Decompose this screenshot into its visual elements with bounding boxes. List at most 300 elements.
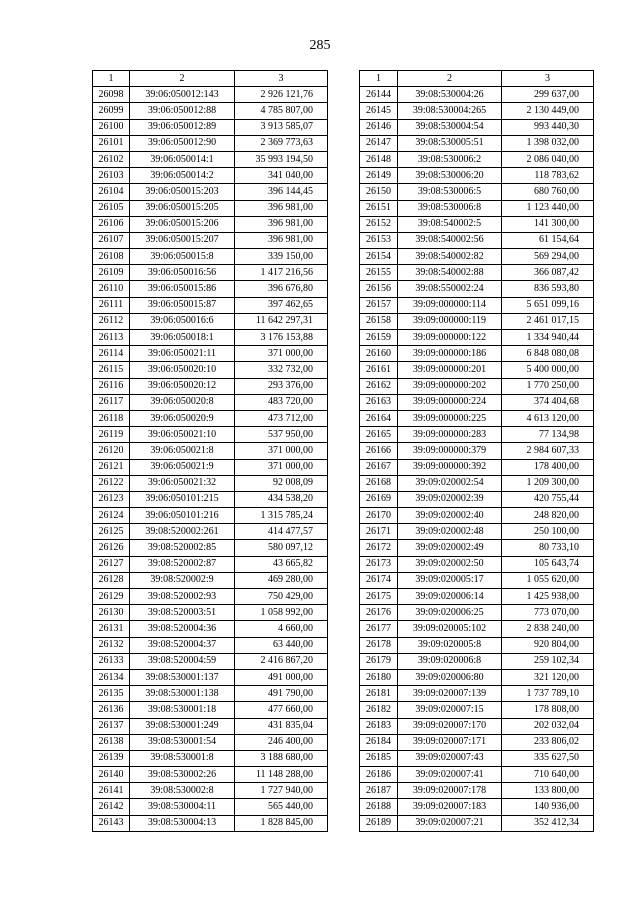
row-number-cell: 26098 bbox=[93, 87, 130, 103]
cadastral-number-cell: 39:06:050101:216 bbox=[130, 508, 235, 524]
table-row bbox=[93, 427, 328, 443]
row-number-cell: 26107 bbox=[93, 232, 130, 248]
table-row bbox=[360, 718, 594, 734]
table-row bbox=[93, 799, 328, 815]
table-row bbox=[360, 427, 594, 443]
table-row bbox=[360, 524, 594, 540]
table-row bbox=[93, 815, 328, 831]
cadastral-number-cell: 39:08:520004:36 bbox=[130, 621, 235, 637]
column-header-3: 3 bbox=[502, 71, 594, 87]
row-number-cell: 26108 bbox=[93, 249, 130, 265]
cadastral-number-cell: 39:06:050012:89 bbox=[130, 119, 235, 135]
value-cell: 710 640,00 bbox=[502, 767, 594, 783]
cadastral-number-cell: 39:06:050015:205 bbox=[130, 200, 235, 216]
cadastral-number-cell: 39:09:000000:202 bbox=[398, 378, 502, 394]
value-cell: 1 828 845,00 bbox=[235, 815, 328, 831]
table-row bbox=[93, 216, 328, 232]
cadastral-number-cell: 39:08:540002:88 bbox=[398, 265, 502, 281]
value-cell: 133 800,00 bbox=[502, 783, 594, 799]
table-row bbox=[93, 621, 328, 637]
value-cell: 141 300,00 bbox=[502, 216, 594, 232]
table-row bbox=[360, 410, 594, 426]
table-row bbox=[93, 119, 328, 135]
row-number-cell: 26134 bbox=[93, 669, 130, 685]
cadastral-number-cell: 39:08:530004:26 bbox=[398, 87, 502, 103]
row-number-cell: 26172 bbox=[360, 540, 398, 556]
value-cell: 2 838 240,00 bbox=[502, 621, 594, 637]
table-row bbox=[360, 216, 594, 232]
value-cell: 92 008,09 bbox=[235, 475, 328, 491]
value-cell: 3 913 585,07 bbox=[235, 119, 328, 135]
cadastral-number-cell: 39:06:050021:32 bbox=[130, 475, 235, 491]
cadastral-number-cell: 39:09:020007:170 bbox=[398, 718, 502, 734]
value-cell: 371 000,00 bbox=[235, 346, 328, 362]
cadastral-number-cell: 39:06:050021:11 bbox=[130, 346, 235, 362]
cadastral-number-cell: 39:08:530001:54 bbox=[130, 734, 235, 750]
cadastral-number-cell: 39:08:530006:2 bbox=[398, 151, 502, 167]
row-number-cell: 26129 bbox=[93, 589, 130, 605]
cadastral-number-cell: 39:06:050016:56 bbox=[130, 265, 235, 281]
table-row bbox=[93, 669, 328, 685]
value-cell: 434 538,20 bbox=[235, 491, 328, 507]
table-row bbox=[360, 491, 594, 507]
row-number-cell: 26160 bbox=[360, 346, 398, 362]
table-row bbox=[93, 410, 328, 426]
row-number-cell: 26106 bbox=[93, 216, 130, 232]
table-row bbox=[360, 87, 594, 103]
table-row bbox=[93, 265, 328, 281]
table-row bbox=[360, 653, 594, 669]
row-number-cell: 26130 bbox=[93, 605, 130, 621]
row-number-cell: 26175 bbox=[360, 589, 398, 605]
row-number-cell: 26138 bbox=[93, 734, 130, 750]
value-cell: 35 993 194,50 bbox=[235, 151, 328, 167]
row-number-cell: 26161 bbox=[360, 362, 398, 378]
value-cell: 1 727 940,00 bbox=[235, 783, 328, 799]
table-row bbox=[360, 750, 594, 766]
cadastral-number-cell: 39:09:020002:50 bbox=[398, 556, 502, 572]
row-number-cell: 26117 bbox=[93, 394, 130, 410]
row-number-cell: 26139 bbox=[93, 750, 130, 766]
table-row bbox=[360, 540, 594, 556]
value-cell: 299 637,00 bbox=[502, 87, 594, 103]
value-cell: 371 000,00 bbox=[235, 443, 328, 459]
table-row bbox=[93, 556, 328, 572]
row-number-cell: 26158 bbox=[360, 313, 398, 329]
table-row bbox=[93, 686, 328, 702]
table-row bbox=[93, 297, 328, 313]
cadastral-number-cell: 39:09:020006:80 bbox=[398, 669, 502, 685]
row-number-cell: 26123 bbox=[93, 491, 130, 507]
value-cell: 569 294,00 bbox=[502, 249, 594, 265]
table-row bbox=[360, 249, 594, 265]
table-row bbox=[93, 168, 328, 184]
value-cell: 431 835,04 bbox=[235, 718, 328, 734]
row-number-cell: 26165 bbox=[360, 427, 398, 443]
cadastral-number-cell: 39:06:050016:6 bbox=[130, 313, 235, 329]
table-row bbox=[93, 330, 328, 346]
row-number-cell: 26119 bbox=[93, 427, 130, 443]
cadastral-number-cell: 39:09:000000:122 bbox=[398, 330, 502, 346]
value-cell: 1 737 789,10 bbox=[502, 686, 594, 702]
row-number-cell: 26099 bbox=[93, 103, 130, 119]
table-row bbox=[360, 168, 594, 184]
value-cell: 140 936,00 bbox=[502, 799, 594, 815]
table-row bbox=[360, 605, 594, 621]
value-cell: 339 150,00 bbox=[235, 249, 328, 265]
table-row bbox=[360, 508, 594, 524]
value-cell: 773 070,00 bbox=[502, 605, 594, 621]
row-number-cell: 26145 bbox=[360, 103, 398, 119]
cadastral-number-cell: 39:06:050021:8 bbox=[130, 443, 235, 459]
cadastral-number-cell: 39:08:520002:261 bbox=[130, 524, 235, 540]
value-cell: 1 058 992,00 bbox=[235, 605, 328, 621]
table-row bbox=[360, 103, 594, 119]
cadastral-number-cell: 39:06:050014:1 bbox=[130, 151, 235, 167]
value-cell: 2 984 607,33 bbox=[502, 443, 594, 459]
cadastral-number-cell: 39:08:520004:37 bbox=[130, 637, 235, 653]
row-number-cell: 26181 bbox=[360, 686, 398, 702]
row-number-cell: 26144 bbox=[360, 87, 398, 103]
cadastral-number-cell: 39:06:050012:90 bbox=[130, 135, 235, 151]
value-cell: 259 102,34 bbox=[502, 653, 594, 669]
value-cell: 61 154,64 bbox=[502, 232, 594, 248]
cadastral-number-cell: 39:09:020007:21 bbox=[398, 815, 502, 831]
row-number-cell: 26162 bbox=[360, 378, 398, 394]
value-cell: 178 400,00 bbox=[502, 459, 594, 475]
table-row bbox=[93, 718, 328, 734]
table-row bbox=[93, 200, 328, 216]
value-cell: 105 643,74 bbox=[502, 556, 594, 572]
value-cell: 5 651 099,16 bbox=[502, 297, 594, 313]
row-number-cell: 26185 bbox=[360, 750, 398, 766]
table-row bbox=[93, 589, 328, 605]
cadastral-number-cell: 39:08:520002:85 bbox=[130, 540, 235, 556]
table-row bbox=[93, 184, 328, 200]
table-row bbox=[360, 119, 594, 135]
column-header-1: 1 bbox=[93, 71, 130, 87]
value-cell: 2 369 773,63 bbox=[235, 135, 328, 151]
cadastral-number-cell: 39:09:000000:224 bbox=[398, 394, 502, 410]
value-cell: 1 209 300,00 bbox=[502, 475, 594, 491]
row-number-cell: 26143 bbox=[93, 815, 130, 831]
table-row bbox=[360, 232, 594, 248]
cadastral-number-cell: 39:08:530001:249 bbox=[130, 718, 235, 734]
cadastral-number-cell: 39:09:000000:379 bbox=[398, 443, 502, 459]
row-number-cell: 26120 bbox=[93, 443, 130, 459]
table-row bbox=[360, 589, 594, 605]
value-cell: 396 144,45 bbox=[235, 184, 328, 200]
table-row bbox=[360, 200, 594, 216]
cadastral-number-cell: 39:08:540002:82 bbox=[398, 249, 502, 265]
table-row bbox=[360, 378, 594, 394]
table-row bbox=[93, 702, 328, 718]
cadastral-number-cell: 39:09:020007:183 bbox=[398, 799, 502, 815]
cadastral-number-cell: 39:09:000000:201 bbox=[398, 362, 502, 378]
row-number-cell: 26122 bbox=[93, 475, 130, 491]
value-cell: 335 627,50 bbox=[502, 750, 594, 766]
cadastral-number-cell: 39:08:530006:8 bbox=[398, 200, 502, 216]
table-row bbox=[360, 313, 594, 329]
row-number-cell: 26126 bbox=[93, 540, 130, 556]
row-number-cell: 26167 bbox=[360, 459, 398, 475]
column-header-1: 1 bbox=[360, 71, 398, 87]
row-number-cell: 26187 bbox=[360, 783, 398, 799]
table-row bbox=[360, 475, 594, 491]
value-cell: 565 440,00 bbox=[235, 799, 328, 815]
table-row bbox=[360, 621, 594, 637]
cadastral-number-cell: 39:09:000000:283 bbox=[398, 427, 502, 443]
value-cell: 80 733,10 bbox=[502, 540, 594, 556]
table-row bbox=[360, 702, 594, 718]
value-cell: 491 000,00 bbox=[235, 669, 328, 685]
row-number-cell: 26179 bbox=[360, 653, 398, 669]
row-number-cell: 26152 bbox=[360, 216, 398, 232]
cadastral-number-cell: 39:06:050012:143 bbox=[130, 87, 235, 103]
table-row bbox=[93, 103, 328, 119]
cadastral-number-cell: 39:09:020002:54 bbox=[398, 475, 502, 491]
value-cell: 3 188 680,00 bbox=[235, 750, 328, 766]
row-number-cell: 26171 bbox=[360, 524, 398, 540]
row-number-cell: 26105 bbox=[93, 200, 130, 216]
value-cell: 477 660,00 bbox=[235, 702, 328, 718]
row-number-cell: 26188 bbox=[360, 799, 398, 815]
table-row bbox=[360, 346, 594, 362]
row-number-cell: 26164 bbox=[360, 410, 398, 426]
value-cell: 396 981,00 bbox=[235, 232, 328, 248]
value-cell: 233 806,02 bbox=[502, 734, 594, 750]
cadastral-number-cell: 39:09:020007:171 bbox=[398, 734, 502, 750]
table-row bbox=[93, 313, 328, 329]
value-cell: 1 334 940,44 bbox=[502, 330, 594, 346]
value-cell: 1 315 785,24 bbox=[235, 508, 328, 524]
cadastral-number-cell: 39:09:000000:119 bbox=[398, 313, 502, 329]
table-row bbox=[360, 669, 594, 685]
row-number-cell: 26135 bbox=[93, 686, 130, 702]
cadastral-number-cell: 39:08:530002:8 bbox=[130, 783, 235, 799]
column-header-2: 2 bbox=[130, 71, 235, 87]
cadastral-number-cell: 39:08:530004:11 bbox=[130, 799, 235, 815]
table-row bbox=[360, 281, 594, 297]
table-row bbox=[93, 605, 328, 621]
value-cell: 2 130 449,00 bbox=[502, 103, 594, 119]
table-row bbox=[93, 783, 328, 799]
table-row bbox=[93, 508, 328, 524]
table-row bbox=[93, 151, 328, 167]
row-number-cell: 26154 bbox=[360, 249, 398, 265]
value-cell: 371 000,00 bbox=[235, 459, 328, 475]
value-cell: 1 123 440,00 bbox=[502, 200, 594, 216]
table-row bbox=[360, 362, 594, 378]
row-number-cell: 26180 bbox=[360, 669, 398, 685]
row-number-cell: 26170 bbox=[360, 508, 398, 524]
cadastral-number-cell: 39:08:520004:59 bbox=[130, 653, 235, 669]
cadastral-number-cell: 39:09:020005:8 bbox=[398, 637, 502, 653]
row-number-cell: 26114 bbox=[93, 346, 130, 362]
row-number-cell: 26147 bbox=[360, 135, 398, 151]
table-row bbox=[93, 491, 328, 507]
cadastral-number-cell: 39:09:020002:39 bbox=[398, 491, 502, 507]
table-row bbox=[93, 394, 328, 410]
row-number-cell: 26136 bbox=[93, 702, 130, 718]
row-number-cell: 26189 bbox=[360, 815, 398, 831]
cadastral-number-cell: 39:09:020002:40 bbox=[398, 508, 502, 524]
row-number-cell: 26100 bbox=[93, 119, 130, 135]
value-cell: 202 032,04 bbox=[502, 718, 594, 734]
cadastral-number-cell: 39:09:020007:178 bbox=[398, 783, 502, 799]
row-number-cell: 26132 bbox=[93, 637, 130, 653]
value-cell: 248 820,00 bbox=[502, 508, 594, 524]
table-row bbox=[360, 815, 594, 831]
value-cell: 1 055 620,00 bbox=[502, 572, 594, 588]
table-row bbox=[93, 135, 328, 151]
value-cell: 374 404,68 bbox=[502, 394, 594, 410]
table-row bbox=[93, 750, 328, 766]
cadastral-number-cell: 39:09:020007:43 bbox=[398, 750, 502, 766]
table-row bbox=[93, 362, 328, 378]
left-register-table bbox=[92, 70, 328, 832]
row-number-cell: 26156 bbox=[360, 281, 398, 297]
row-number-cell: 26166 bbox=[360, 443, 398, 459]
table-row bbox=[93, 524, 328, 540]
cadastral-number-cell: 39:08:530001:18 bbox=[130, 702, 235, 718]
table-row bbox=[360, 459, 594, 475]
table-row bbox=[360, 734, 594, 750]
table-row bbox=[360, 394, 594, 410]
cadastral-number-cell: 39:09:020007:41 bbox=[398, 767, 502, 783]
cadastral-number-cell: 39:08:520002:93 bbox=[130, 589, 235, 605]
value-cell: 2 416 867,20 bbox=[235, 653, 328, 669]
cadastral-number-cell: 39:06:050101:215 bbox=[130, 491, 235, 507]
cadastral-number-cell: 39:09:000000:186 bbox=[398, 346, 502, 362]
row-number-cell: 26124 bbox=[93, 508, 130, 524]
cadastral-number-cell: 39:08:540002:5 bbox=[398, 216, 502, 232]
cadastral-number-cell: 39:08:530006:5 bbox=[398, 184, 502, 200]
value-cell: 246 400,00 bbox=[235, 734, 328, 750]
cadastral-number-cell: 39:06:050015:86 bbox=[130, 281, 235, 297]
value-cell: 11 148 288,00 bbox=[235, 767, 328, 783]
table-row bbox=[360, 297, 594, 313]
table-row bbox=[360, 767, 594, 783]
table-row bbox=[360, 556, 594, 572]
row-number-cell: 26176 bbox=[360, 605, 398, 621]
row-number-cell: 26115 bbox=[93, 362, 130, 378]
value-cell: 77 134,98 bbox=[502, 427, 594, 443]
cadastral-number-cell: 39:09:000000:225 bbox=[398, 410, 502, 426]
value-cell: 680 760,00 bbox=[502, 184, 594, 200]
cadastral-number-cell: 39:08:530004:13 bbox=[130, 815, 235, 831]
value-cell: 11 642 297,31 bbox=[235, 313, 328, 329]
cadastral-number-cell: 39:06:050012:88 bbox=[130, 103, 235, 119]
table-row bbox=[360, 330, 594, 346]
value-cell: 5 400 000,00 bbox=[502, 362, 594, 378]
table-row bbox=[93, 249, 328, 265]
table-row bbox=[93, 378, 328, 394]
table-row bbox=[360, 637, 594, 653]
value-cell: 491 790,00 bbox=[235, 686, 328, 702]
value-cell: 63 440,00 bbox=[235, 637, 328, 653]
cadastral-number-cell: 39:08:530004:54 bbox=[398, 119, 502, 135]
row-number-cell: 26111 bbox=[93, 297, 130, 313]
row-number-cell: 26157 bbox=[360, 297, 398, 313]
value-cell: 118 783,62 bbox=[502, 168, 594, 184]
cadastral-number-cell: 39:08:520002:9 bbox=[130, 572, 235, 588]
table-row bbox=[93, 459, 328, 475]
table-row bbox=[360, 783, 594, 799]
row-number-cell: 26102 bbox=[93, 151, 130, 167]
row-number-cell: 26173 bbox=[360, 556, 398, 572]
row-number-cell: 26110 bbox=[93, 281, 130, 297]
value-cell: 1 770 250,00 bbox=[502, 378, 594, 394]
cadastral-number-cell: 39:06:050020:8 bbox=[130, 394, 235, 410]
value-cell: 178 808,00 bbox=[502, 702, 594, 718]
header-row bbox=[360, 71, 594, 87]
cadastral-number-cell: 39:09:020005:102 bbox=[398, 621, 502, 637]
cadastral-number-cell: 39:06:050021:9 bbox=[130, 459, 235, 475]
cadastral-number-cell: 39:09:000000:392 bbox=[398, 459, 502, 475]
row-number-cell: 26168 bbox=[360, 475, 398, 491]
value-cell: 6 848 080,08 bbox=[502, 346, 594, 362]
cadastral-number-cell: 39:08:530001:8 bbox=[130, 750, 235, 766]
value-cell: 473 712,00 bbox=[235, 410, 328, 426]
row-number-cell: 26155 bbox=[360, 265, 398, 281]
row-number-cell: 26182 bbox=[360, 702, 398, 718]
right-register-table bbox=[359, 70, 594, 832]
row-number-cell: 26159 bbox=[360, 330, 398, 346]
cadastral-number-cell: 39:09:000000:114 bbox=[398, 297, 502, 313]
value-cell: 1 398 032,00 bbox=[502, 135, 594, 151]
cadastral-number-cell: 39:08:530001:138 bbox=[130, 686, 235, 702]
cadastral-number-cell: 39:06:050015:87 bbox=[130, 297, 235, 313]
row-number-cell: 26177 bbox=[360, 621, 398, 637]
row-number-cell: 26103 bbox=[93, 168, 130, 184]
value-cell: 2 926 121,76 bbox=[235, 87, 328, 103]
cadastral-number-cell: 39:06:050015:206 bbox=[130, 216, 235, 232]
value-cell: 43 665,82 bbox=[235, 556, 328, 572]
value-cell: 396 981,00 bbox=[235, 200, 328, 216]
row-number-cell: 26146 bbox=[360, 119, 398, 135]
value-cell: 396 676,80 bbox=[235, 281, 328, 297]
row-number-cell: 26141 bbox=[93, 783, 130, 799]
row-number-cell: 26113 bbox=[93, 330, 130, 346]
table-row bbox=[93, 572, 328, 588]
row-number-cell: 26112 bbox=[93, 313, 130, 329]
row-number-cell: 26163 bbox=[360, 394, 398, 410]
row-number-cell: 26148 bbox=[360, 151, 398, 167]
cadastral-number-cell: 39:09:020002:48 bbox=[398, 524, 502, 540]
cadastral-number-cell: 39:08:520003:51 bbox=[130, 605, 235, 621]
header-row bbox=[93, 71, 328, 87]
value-cell: 483 720,00 bbox=[235, 394, 328, 410]
table-row bbox=[360, 265, 594, 281]
cadastral-number-cell: 39:06:050021:10 bbox=[130, 427, 235, 443]
row-number-cell: 26183 bbox=[360, 718, 398, 734]
table-row bbox=[93, 87, 328, 103]
cadastral-number-cell: 39:09:020007:139 bbox=[398, 686, 502, 702]
row-number-cell: 26169 bbox=[360, 491, 398, 507]
cadastral-number-cell: 39:06:050018:1 bbox=[130, 330, 235, 346]
table-row bbox=[360, 799, 594, 815]
row-number-cell: 26153 bbox=[360, 232, 398, 248]
value-cell: 341 040,00 bbox=[235, 168, 328, 184]
value-cell: 4 785 807,00 bbox=[235, 103, 328, 119]
value-cell: 580 097,12 bbox=[235, 540, 328, 556]
table-row bbox=[93, 346, 328, 362]
value-cell: 836 593,80 bbox=[502, 281, 594, 297]
cadastral-number-cell: 39:06:050020:9 bbox=[130, 410, 235, 426]
value-cell: 4 613 120,00 bbox=[502, 410, 594, 426]
column-header-2: 2 bbox=[398, 71, 502, 87]
